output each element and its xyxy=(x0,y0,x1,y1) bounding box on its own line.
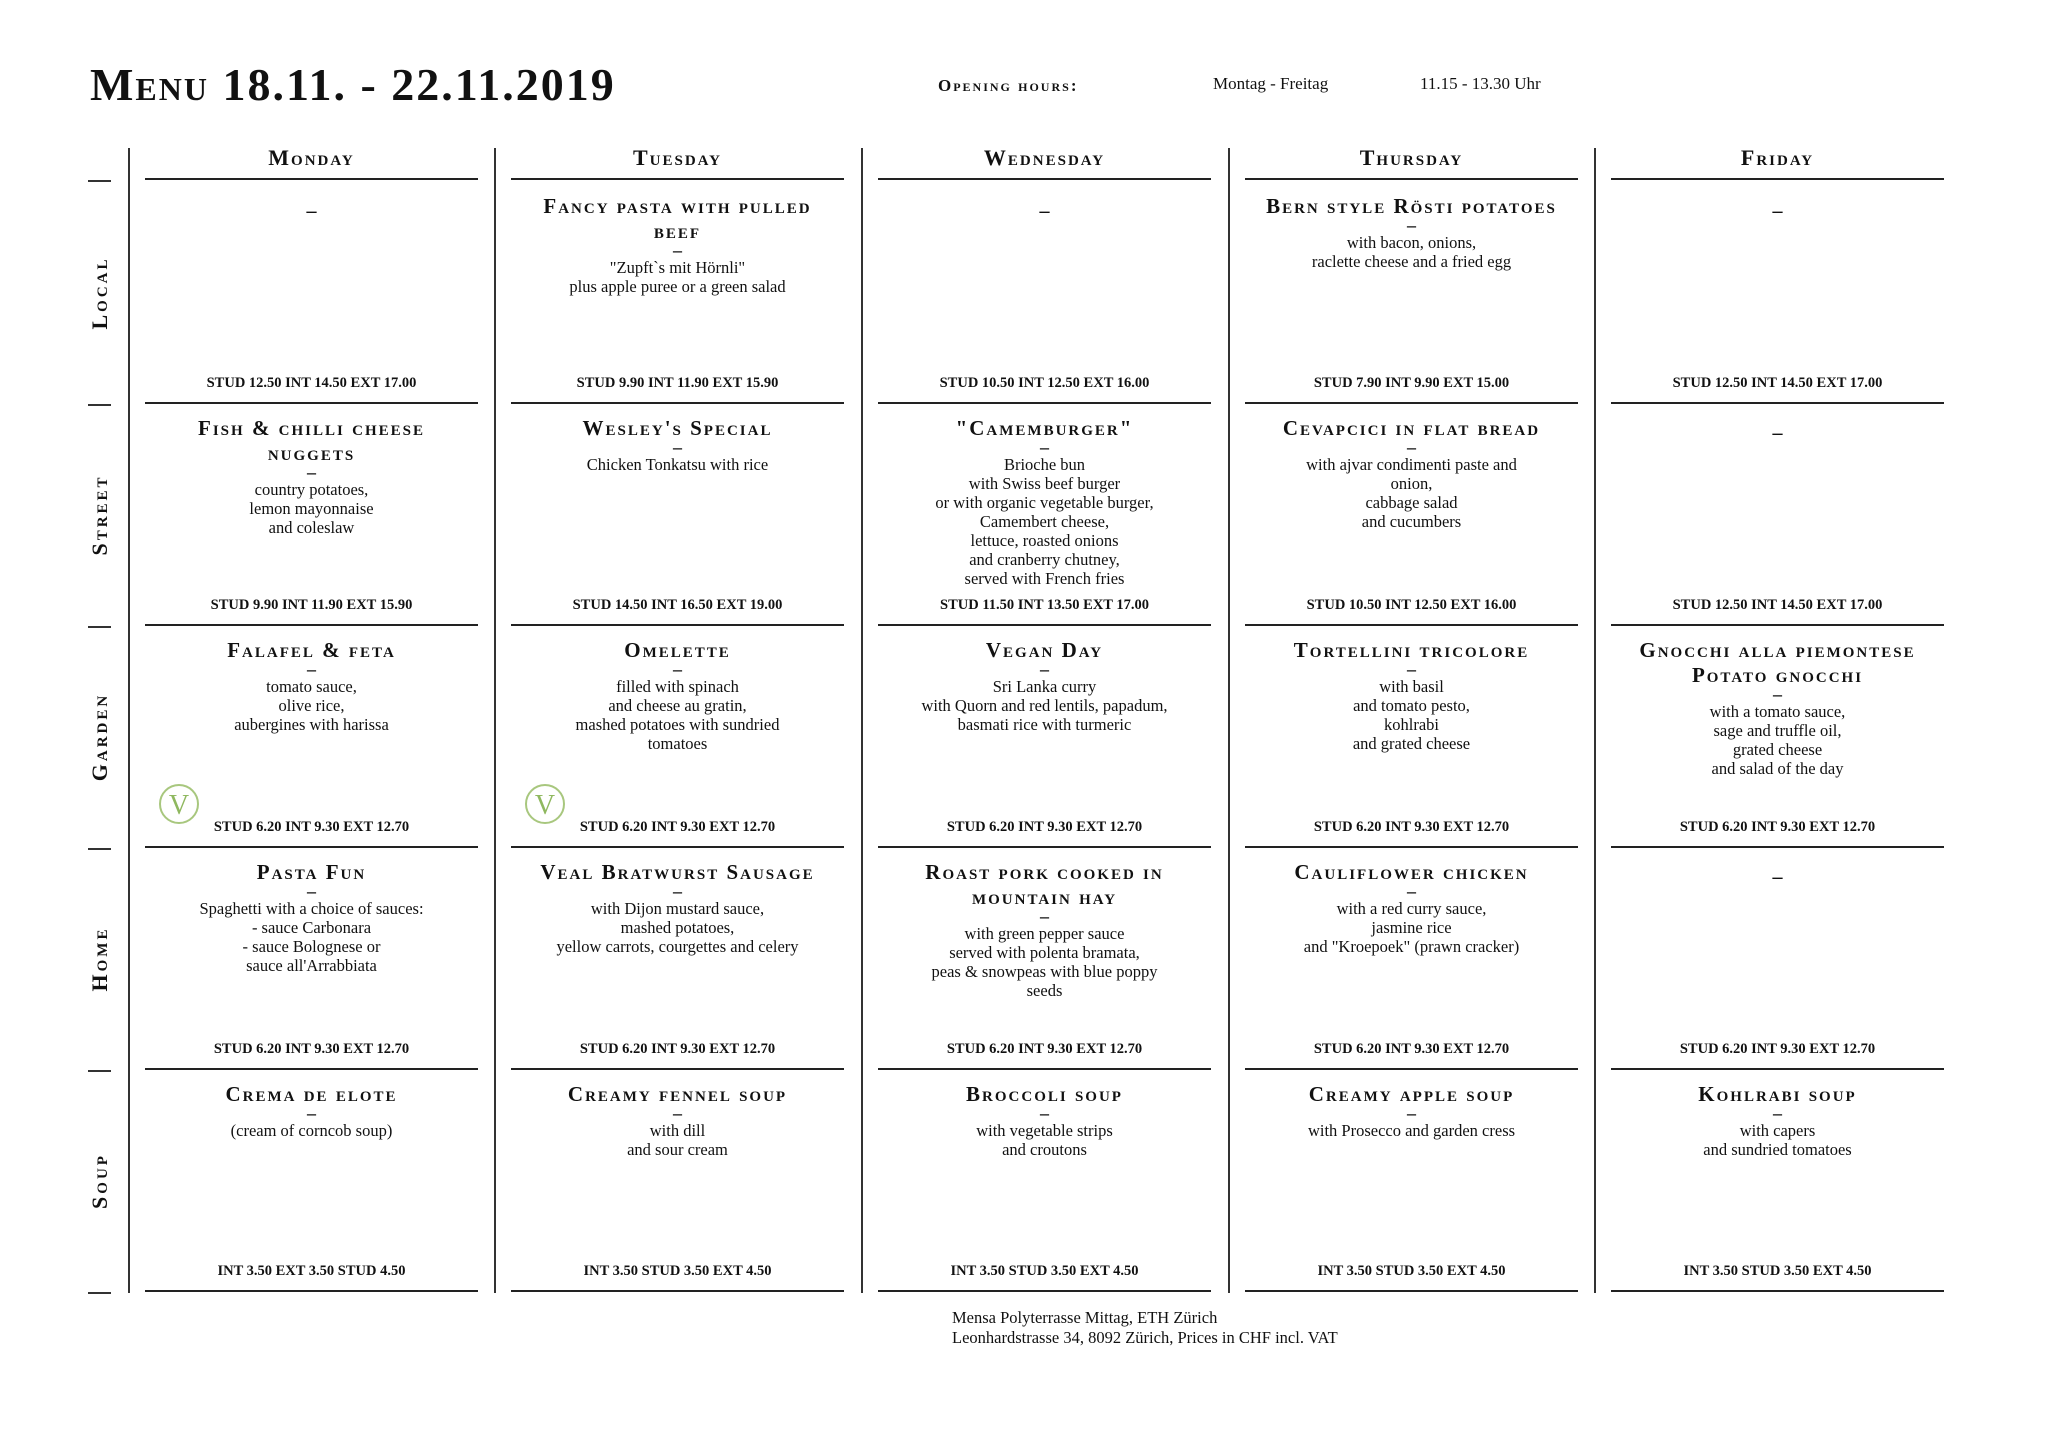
separator-dash: – xyxy=(1407,215,1416,235)
row-label-text: Home xyxy=(87,926,112,992)
dish-title: Creamy apple soup xyxy=(1308,1082,1515,1106)
dish-title: Veal Bratwurst Sausage xyxy=(540,860,815,884)
vegetarian-icon: V xyxy=(525,784,565,824)
menu-cell-garden-thursday xyxy=(1245,626,1578,848)
dish-description: "Zupft`s mit Hörnli" plus apple puree or a green salad xyxy=(569,258,786,296)
day-header-thursday: Thursday xyxy=(1245,145,1578,180)
dish-title: Broccoli soup xyxy=(966,1082,1123,1106)
dish-description: Brioche bun with Swiss beef burger or with organic vegetable burger, Camembert cheese, lettuce, roasted onions and cranberry chutney, served with French fries xyxy=(935,455,1154,588)
separator-dash: – xyxy=(1407,1103,1416,1123)
footer-address: Leonhardstrasse 34, 8092 Zürich, Prices in CHF incl. VAT xyxy=(952,1328,1338,1347)
dish-description: with green pepper sauce served with polenta bramata, peas & snowpeas with blue poppy seeds xyxy=(931,924,1158,1000)
opening-days: Montag - Freitag xyxy=(1213,74,1329,93)
day-header-monday: Monday xyxy=(145,145,478,180)
dish-description: with Dijon mustard sauce, mashed potatoes, yellow carrots, courgettes and celery xyxy=(556,899,799,956)
vegetarian-icon: V xyxy=(159,784,199,824)
row-label-text: Street xyxy=(87,474,112,556)
row-label-text: Garden xyxy=(87,692,112,782)
dish-price: STUD 9.90 INT 11.90 EXT 15.90 xyxy=(210,597,413,613)
column-divider xyxy=(494,148,496,1293)
separator-dash: – xyxy=(1040,659,1049,679)
separator-dash: – xyxy=(307,881,316,901)
menu-cell-street-wednesday xyxy=(878,404,1211,626)
dish-description: Spaghetti with a choice of sauces: - sauce Carbonara - sauce Bolognese or sauce all'Arrabbiata xyxy=(199,899,424,975)
column-divider xyxy=(128,148,130,1293)
footer-location: Mensa Polyterrasse Mittag, ETH Zürich xyxy=(952,1308,1218,1327)
day-header-tuesday: Tuesday xyxy=(511,145,844,180)
separator-dash: – xyxy=(1407,881,1416,901)
menu-cell-local-thursday xyxy=(1245,182,1578,404)
dish-title: Crema de elote xyxy=(225,1082,398,1106)
day-header-wednesday: Wednesday xyxy=(878,145,1211,180)
row-label-soup xyxy=(88,1070,112,1292)
dish-price: STUD 7.90 INT 9.90 EXT 15.00 xyxy=(1313,375,1510,391)
dish-price: STUD 6.20 INT 9.30 EXT 12.70 xyxy=(1313,1041,1510,1057)
menu-cell-street-tuesday xyxy=(511,404,844,626)
dish-description: with a red curry sauce, jasmine rice and "Kroepoek" (prawn cracker) xyxy=(1303,899,1520,956)
menu-cell-garden-tuesday xyxy=(511,626,844,848)
dish-price: INT 3.50 EXT 3.50 STUD 4.50 xyxy=(217,1263,406,1279)
menu-cell-soup-thursday xyxy=(1245,1070,1578,1292)
dish-title: Roast pork cooked in mountain hay xyxy=(925,860,1164,909)
dish-description: Sri Lanka curry with Quorn and red lentils, papadum, basmati rice with turmeric xyxy=(921,677,1168,734)
separator-dash: – xyxy=(673,881,682,901)
column-divider xyxy=(1228,148,1230,1293)
column-divider xyxy=(861,148,863,1293)
dish-title: Tortellini tricolore xyxy=(1293,638,1530,662)
dish-description: with capers and sundried tomatoes xyxy=(1703,1121,1852,1159)
separator-dash: – xyxy=(1773,1103,1782,1123)
menu-cell-home-thursday xyxy=(1245,848,1578,1070)
no-dish-mark: – xyxy=(1772,866,1783,888)
no-dish-mark: – xyxy=(1772,200,1783,222)
no-dish-mark: – xyxy=(306,200,317,222)
dish-title: Creamy fennel soup xyxy=(567,1082,788,1106)
dish-title: Cauliflower chicken xyxy=(1294,860,1529,884)
column-divider xyxy=(1594,148,1596,1293)
separator-dash: – xyxy=(1040,1103,1049,1123)
separator-dash: – xyxy=(307,462,316,482)
menu-cell-local-monday xyxy=(145,182,478,404)
separator-dash: – xyxy=(673,240,682,260)
menu-cell-street-thursday xyxy=(1245,404,1578,626)
dish-price: INT 3.50 STUD 3.50 EXT 4.50 xyxy=(950,1263,1139,1279)
row-label-home xyxy=(88,848,112,1070)
separator-dash: – xyxy=(1040,906,1049,926)
opening-time: 11.15 - 13.30 Uhr xyxy=(1420,74,1541,93)
row-label-text: Soup xyxy=(87,1153,112,1209)
dish-price: STUD 10.50 INT 12.50 EXT 16.00 xyxy=(1306,597,1517,613)
dish-price: STUD 11.50 INT 13.50 EXT 17.00 xyxy=(940,597,1149,613)
dish-price: STUD 6.20 INT 9.30 EXT 12.70 xyxy=(579,1041,776,1057)
separator-dash: – xyxy=(673,1103,682,1123)
menu-cell-garden-wednesday xyxy=(878,626,1211,848)
no-dish-mark: – xyxy=(1039,200,1050,222)
separator-dash: – xyxy=(1407,659,1416,679)
dish-title: Fish & chilli cheese nuggets xyxy=(198,416,425,465)
menu-cell-garden-friday xyxy=(1611,626,1944,848)
dish-title: Gnocchi alla piemontese Potato gnocchi xyxy=(1639,638,1916,687)
menu-cell-home-wednesday xyxy=(878,848,1211,1070)
dish-price: STUD 6.20 INT 9.30 EXT 12.70 xyxy=(579,819,776,835)
menu-cell-home-friday xyxy=(1611,848,1944,1070)
dish-description: filled with spinach and cheese au gratin, mashed potatoes with sundried tomatoes xyxy=(575,677,780,753)
menu-cell-home-monday xyxy=(145,848,478,1070)
menu-cell-local-friday xyxy=(1611,182,1944,404)
separator-dash: – xyxy=(673,659,682,679)
dish-description: with vegetable strips and croutons xyxy=(976,1121,1113,1159)
menu-cell-local-tuesday xyxy=(511,182,844,404)
dish-title: Falafel & feta xyxy=(227,638,396,662)
menu-cell-street-friday xyxy=(1611,404,1944,626)
row-label-local xyxy=(88,182,112,404)
menu-cell-soup-monday xyxy=(145,1070,478,1292)
dish-title: Fancy pasta with pulled beef xyxy=(543,194,812,243)
dish-price: STUD 6.20 INT 9.30 EXT 12.70 xyxy=(946,1041,1143,1057)
separator-dash: – xyxy=(1773,684,1782,704)
dish-description: with basil and tomato pesto, kohlrabi and grated cheese xyxy=(1352,677,1471,753)
separator-dash: – xyxy=(1040,437,1049,457)
dish-title: Wesley's Special xyxy=(582,416,773,440)
dish-price: STUD 12.50 INT 14.50 EXT 17.00 xyxy=(1672,375,1883,391)
dish-title: Kohlrabi soup xyxy=(1698,1082,1857,1106)
menu-cell-home-tuesday xyxy=(511,848,844,1070)
dish-price: STUD 6.20 INT 9.30 EXT 12.70 xyxy=(946,819,1143,835)
dish-price: STUD 10.50 INT 12.50 EXT 16.00 xyxy=(939,375,1150,391)
row-label-street xyxy=(88,404,112,626)
opening-hours-label: Opening hours: xyxy=(938,76,1079,95)
dish-price: STUD 14.50 INT 16.50 EXT 19.00 xyxy=(572,597,783,613)
row-divider xyxy=(88,1292,111,1294)
separator-dash: – xyxy=(1407,437,1416,457)
dish-price: STUD 6.20 INT 9.30 EXT 12.70 xyxy=(213,1041,410,1057)
dish-title: "Camemburger" xyxy=(955,416,1134,440)
dish-price: INT 3.50 STUD 3.50 EXT 4.50 xyxy=(1683,1263,1872,1279)
dish-description: with ajvar condimenti paste and onion, cabbage salad and cucumbers xyxy=(1306,455,1517,531)
menu-cell-soup-friday xyxy=(1611,1070,1944,1292)
page-title: Menu 18.11. - 22.11.2019 xyxy=(90,59,616,110)
menu-cell-soup-tuesday xyxy=(511,1070,844,1292)
footer xyxy=(952,1308,1338,1348)
row-divider xyxy=(88,180,111,182)
menu-cell-local-wednesday xyxy=(878,182,1211,404)
dish-price: STUD 6.20 INT 9.30 EXT 12.70 xyxy=(1679,1041,1876,1057)
row-label-text: Local xyxy=(87,256,112,330)
dish-price: STUD 6.20 INT 9.30 EXT 12.70 xyxy=(1679,819,1876,835)
dish-description: with Prosecco and garden cress xyxy=(1307,1121,1516,1140)
dish-description: with dill and sour cream xyxy=(627,1121,728,1159)
dish-price: STUD 6.20 INT 9.30 EXT 12.70 xyxy=(1313,819,1510,835)
dish-title: Pasta Fun xyxy=(256,860,367,884)
dish-description: country potatoes, lemon mayonnaise and coleslaw xyxy=(249,480,374,537)
menu-cell-garden-monday xyxy=(145,626,478,848)
no-dish-mark: – xyxy=(1772,422,1783,444)
dish-description: with bacon, onions, raclette cheese and a fried egg xyxy=(1311,233,1512,271)
separator-dash: – xyxy=(673,437,682,457)
dish-description: tomato sauce, olive rice, aubergines with harissa xyxy=(234,677,389,734)
separator-dash: – xyxy=(307,1103,316,1123)
dish-description: with a tomato sauce, sage and truffle oil, grated cheese and salad of the day xyxy=(1709,702,1846,778)
dish-title: Bern style Rösti potatoes xyxy=(1266,194,1557,218)
dish-title: Vegan Day xyxy=(985,638,1104,662)
dish-price: INT 3.50 STUD 3.50 EXT 4.50 xyxy=(1317,1263,1506,1279)
dish-price: INT 3.50 STUD 3.50 EXT 4.50 xyxy=(583,1263,772,1279)
row-label-garden xyxy=(88,626,112,848)
menu-cell-street-monday xyxy=(145,404,478,626)
dish-price: STUD 6.20 INT 9.30 EXT 12.70 xyxy=(213,819,410,835)
day-header-friday: Friday xyxy=(1611,145,1944,180)
separator-dash: – xyxy=(307,659,316,679)
dish-description: (cream of corncob soup) xyxy=(230,1121,393,1140)
dish-title: Omelette xyxy=(624,638,731,662)
menu-cell-soup-wednesday xyxy=(878,1070,1211,1292)
dish-price: STUD 9.90 INT 11.90 EXT 15.90 xyxy=(576,375,779,391)
dish-price: STUD 12.50 INT 14.50 EXT 17.00 xyxy=(206,375,417,391)
dish-title: Cevapcici in flat bread xyxy=(1282,416,1541,440)
dish-description: Chicken Tonkatsu with rice xyxy=(586,455,769,474)
dish-price: STUD 12.50 INT 14.50 EXT 17.00 xyxy=(1672,597,1883,613)
